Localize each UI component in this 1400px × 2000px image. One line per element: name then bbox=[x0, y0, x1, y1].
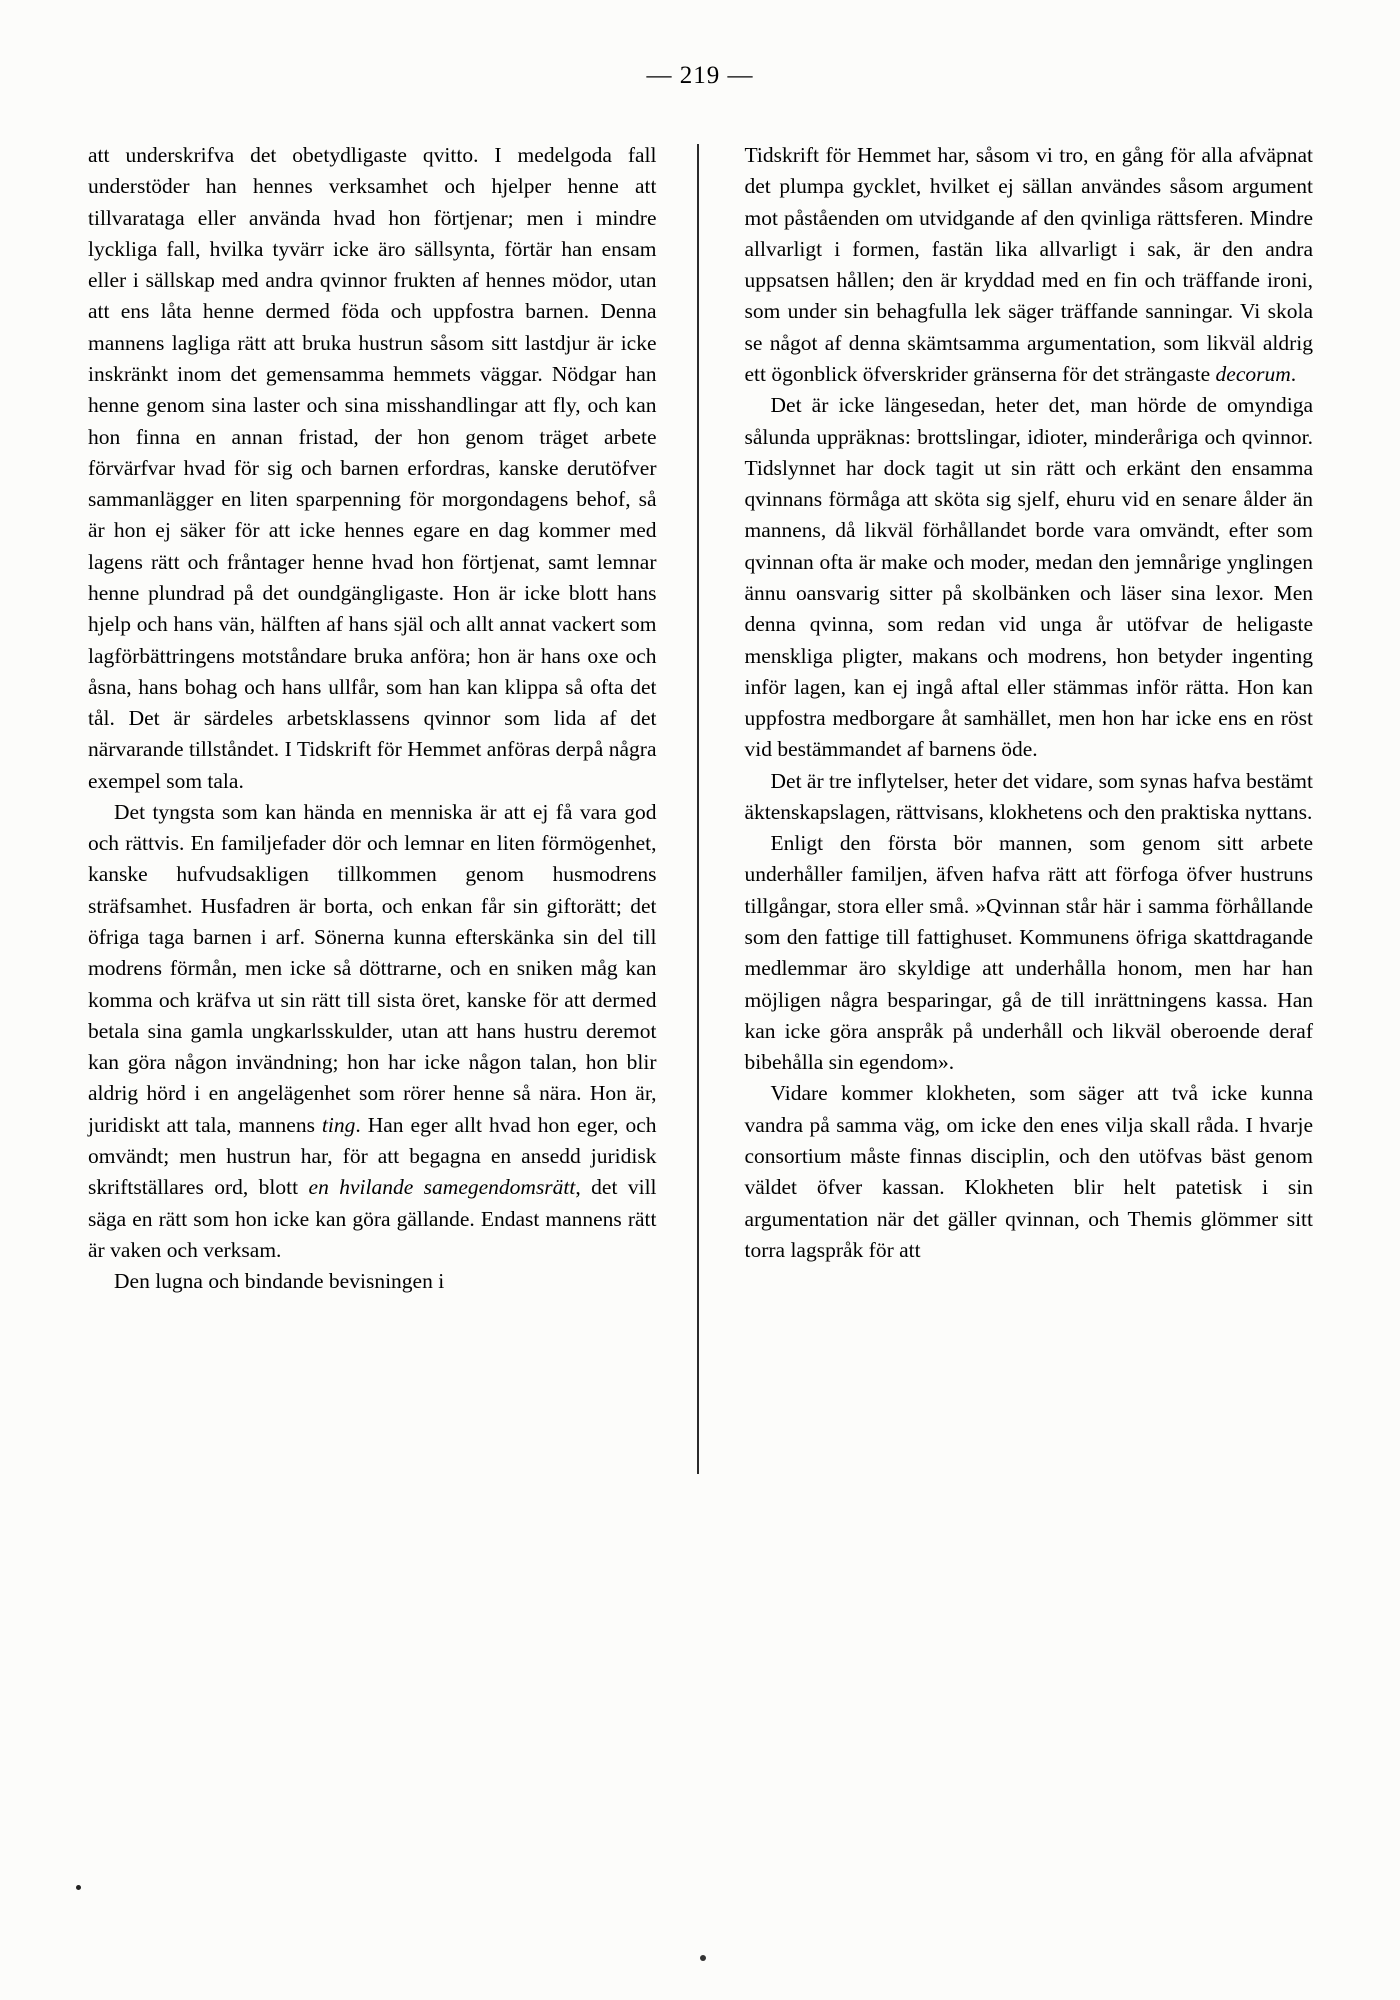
paragraph: att underskrifva det obetydligaste qvitto. I medelgoda fall understöder han hennes verksamhet och hjelper henne att tillvarataga eller använda hvad hon förtjenar; men i mindre lyckliga fall, hvilka tyvärr icke äro sällsynta, förtär han ensam eller i sällskap med andra qvinnor frukten af hennes mödor, utan att ens låta henne dermed föda och uppfostra barnen. Denna mannens lagliga rätt att bruka hustrun såsom sitt lastdjur är icke inskränkt inom det gemensamma hemmets väggar. Nödgar han henne genom sina laster och sina misshandlingar att fly, och kan hon finna en annan fristad, der hon genom träget arbete förvärfvar hvad för sig och barnen erfordras, kanske derutöfver sammanlägger en liten sparpenning för morgondagens behof, så är hon ej säker för att icke hennes egare en dag kommer med lagens rätt och fråntager henne hvad hon förtjenat, samt lemnar henne plundrad på det oundgängligaste. Hon är icke blott hans hjelp och hans vän, hälften af hans själ och allt annat vackert som lagförbättringens motståndare bruka anföra; hon är hans oxe och åsna, hans bohag och hans ullfår, som han kan klippa så ofta det tål. Det är särdeles arbetsklassens qvinnor som lida af det närvarande tillståndet. I Tidskrift för Hemmet anföras derpå några exempel som tala. bbox=[88, 143, 657, 793]
paragraph: Det är icke längesedan, heter det, man hörde de omyndiga sålunda uppräknas: brottslingar, idioter, minderåriga och qvinnor. Tidslynnet har dock tagit ut sin rätt och erkänt den ensamma qvinnans förmåga att sköta sig sjelf, ehuru vid en senare ålder än mannens, då likväl förhållandet borde vara omvändt, efter som qvinnan ofta är make och moder, medan den jemnårige ynglingen ännu oansvarig sitter på skolbänken och läser sina lexor. Men denna qvinna, som redan vid unga år utöfvar de heligaste menskliga pligter, makans och modrens, hon betyder ingenting inför lagen, kan ej ingå aftal eller stämmas inför rätta. Hon kan uppfostra medborgare åt samhället, men hon har icke ens en röst vid bestämmandet af barnens öde. bbox=[744, 393, 1313, 762]
page-speck bbox=[76, 1885, 81, 1890]
two-column-body bbox=[88, 140, 1313, 1474]
page-number: — 219 — bbox=[646, 62, 754, 89]
paragraph: Tidskrift för Hemmet har, såsom vi tro, en gång för alla afväpnat det plumpa gycklet, hvilket ej sällan användes såsom argument mot påståenden om utvidgande af den qvinliga rättsferen. Mindre allvarligt i formen, fastän lika allvarligt i sak, är den andra uppsatsen hållen; den är kryddad med en fin och träffande ironi, som under sin behagfulla lek säger träffande sanningar. Vi skola se något af denna skämtsamma argumentation, som likväl aldrig ett ögonblick öfverskrider gränserna för det strängaste decorum. bbox=[744, 143, 1313, 386]
right-column bbox=[717, 140, 1314, 1266]
paragraph: Den lugna och bindande bevisningen i bbox=[114, 1269, 445, 1294]
paragraph: Vidare kommer klokheten, som säger att två icke kunna vandra på samma väg, om icke den enes vilja skall råda. I hvarje consortium måste finnas disciplin, och den utöfvas bäst genom väldet öfver kassan. Klokheten blir helt patetisk i sin argumentation när det gäller qvinnan, och Themis glömmer sitt torra lagspråk för att bbox=[744, 1081, 1313, 1262]
footer-speck bbox=[700, 1955, 706, 1961]
left-column bbox=[88, 140, 679, 1297]
paragraph: Det är tre inflytelser, heter det vidare, som synas hafva bestämt äktenskapslagen, rättvisans, klokhetens och den praktiska nyttans. bbox=[744, 768, 1313, 824]
column-divider bbox=[697, 144, 699, 1474]
paragraph: Det tyngsta som kan hända en menniska är att ej få vara god och rättvis. En familjefader dör och lemnar en liten förmögenhet, kanske hufvudsakligen tillkommen genom husmodrens sträfsamhet. Husfadren är borta, och enkan får sin giftorätt; det öfriga taga barnen i arf. Sönerna kunna efterskänka sin del till modrens förmån, men icke så döttrarne, och en sniken måg kan komma och kräfva ut sin rätt till sista öret, kanske för att dermed betala sina gamla ungkarlsskulder, utan att hans hustru deremot kan göra någon invändning; hon har icke någon talan, hon blir aldrig hörd i en angelägenhet som rörer henne så nära. Hon är, juridiskt att tala, mannens ting. Han eger allt hvad hon eger, och omvändt; men hustrun har, för att begagna en ansedd juridisk skriftställares ord, blott en hvilande samegendomsrätt, det vill säga en rätt som hon icke kan göra gällande. Endast mannens rätt är vaken och verksam. bbox=[88, 799, 657, 1262]
paragraph: Enligt den första bör mannen, som genom sitt arbete underhåller familjen, äfven hafva rätt att förfoga öfver hustruns tillgångar, stora eller små. »Qvinnan står här i samma förhållande som den fattige till fattighuset. Kommunens öfriga skattdragande medlemmar äro skyldige att underhålla honom, men har han möjligen några besparingar, gå de till inrättningens kassa. Han kan icke göra anspråk på underhåll och likväl oberoende deraf bibehålla sin egendom». bbox=[744, 831, 1313, 1075]
